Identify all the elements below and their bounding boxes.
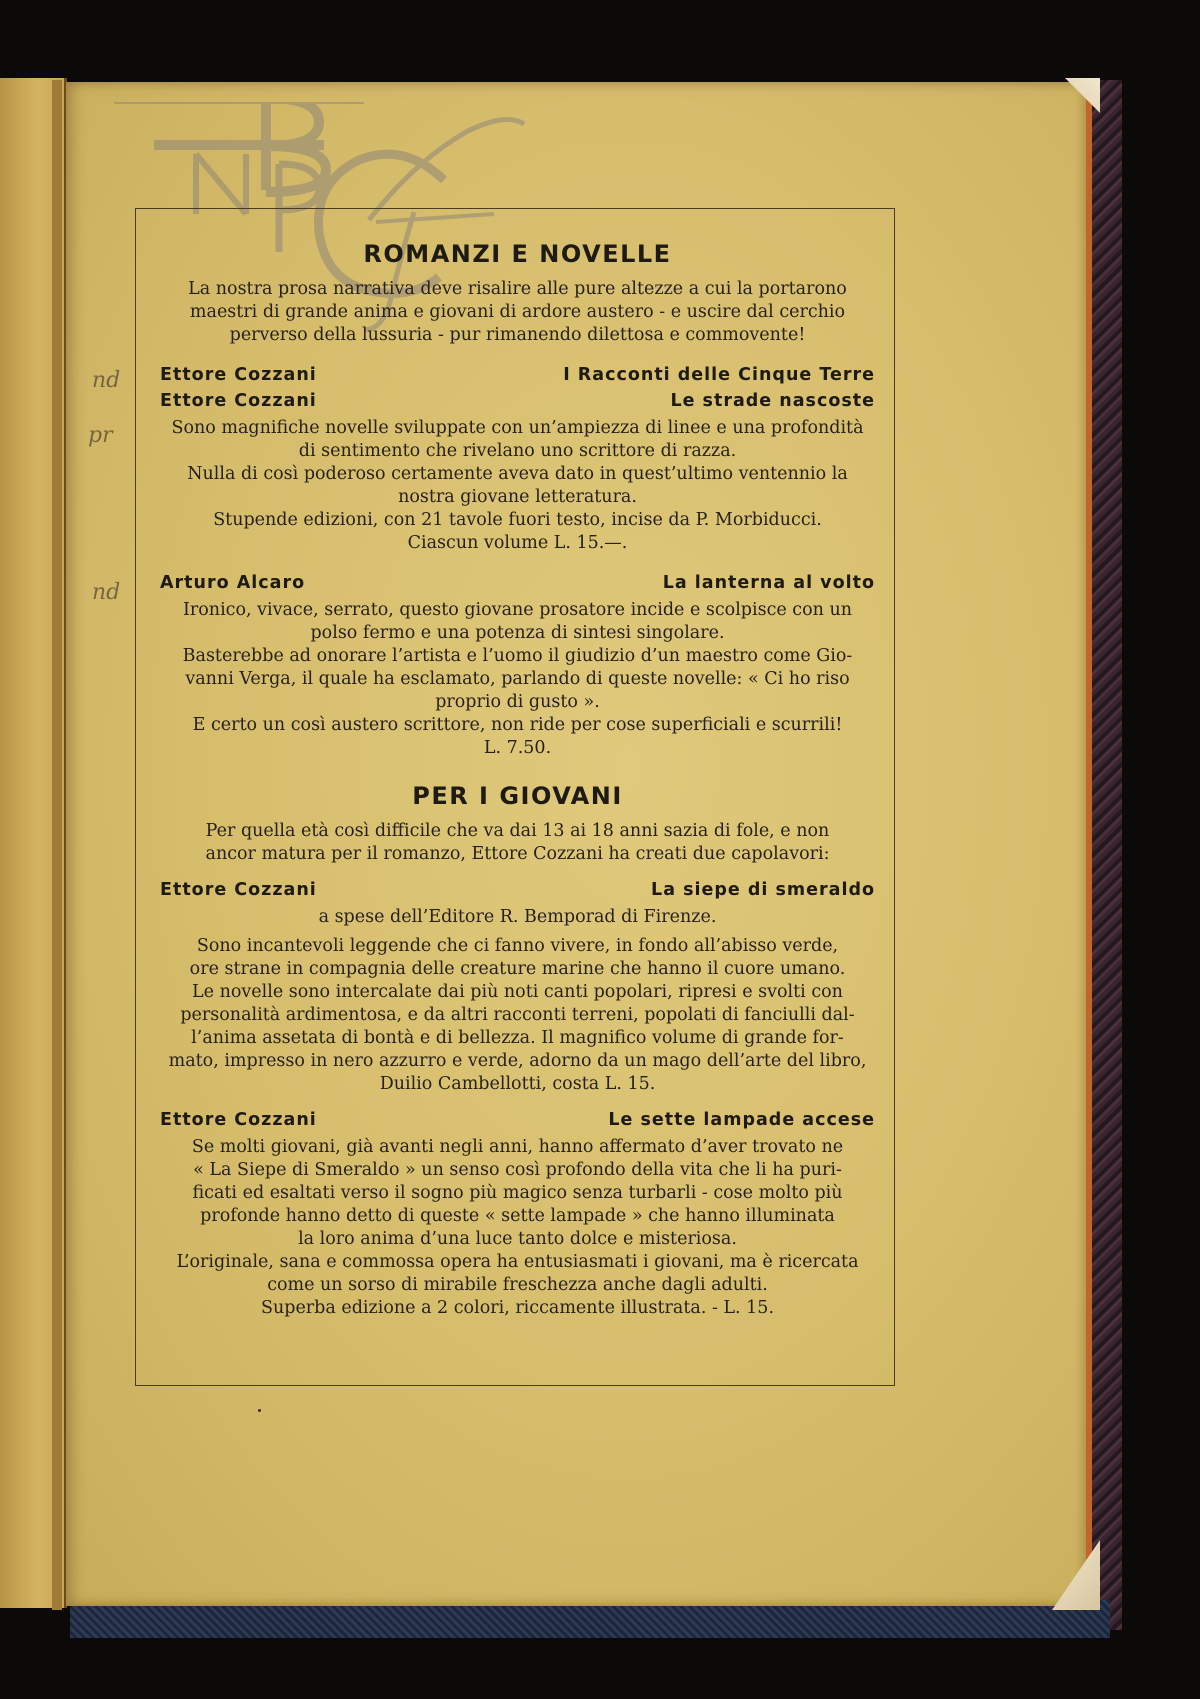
text-line: mato, impresso in nero azzurro e verde, adorno da un mago dell’arte del libro,: [168, 1051, 867, 1071]
text-line: ancor matura per il romanzo, Ettore Cozzani ha creati due capolavori:: [205, 844, 830, 864]
left-page-gutter: [52, 80, 62, 1610]
text-line: vanni Verga, il quale ha esclamato, parlando di queste novelle: « Ci ho riso: [185, 669, 850, 689]
text-line: Nulla di così poderoso certamente aveva dato in quest’ultimo ventennio la: [187, 464, 848, 484]
text-line: La nostra prosa narrativa deve risalire alle pure altezze a cui la portarono: [188, 279, 847, 299]
text-line: proprio di gusto ».: [435, 692, 600, 712]
text-line: Le novelle sono intercalate dai più noti canti popolari, ripresi e svolti con: [192, 982, 843, 1002]
text-line: a spese dell’Editore R. Bemporad di Firenze.: [318, 907, 717, 927]
siepe-description: [160, 906, 875, 1096]
text-line: Duilio Cambellotti, costa L. 15.: [379, 1074, 656, 1094]
entry-title: Le strade nascoste: [670, 391, 875, 411]
text-line: ficati ed esaltati verso il sogno più magico senza turbarli - cose molto più: [192, 1183, 843, 1203]
text-line: « La Siepe di Smeraldo » un senso così profondo della vita che li ha puri-: [193, 1160, 842, 1180]
book-entry: [160, 880, 875, 900]
text-line: ore strane in compagnia delle creature marine che hanno il cuore umano.: [189, 959, 846, 979]
entry-title: I Racconti delle Cinque Terre: [563, 365, 875, 385]
text-line: L’originale, sana e commossa opera ha entusiasmati i giovani, ma è ricercata: [176, 1252, 859, 1272]
text-line: nostra giovane letteratura.: [398, 487, 637, 507]
book-entry: [160, 573, 875, 593]
margin-note: nd: [92, 368, 121, 393]
sette-description: [160, 1136, 875, 1320]
entry-title: Le sette lampade accese: [608, 1110, 875, 1130]
book-entry: [160, 391, 875, 411]
entry-author: Ettore Cozzani: [160, 880, 317, 900]
entry-author: Ettore Cozzani: [160, 391, 317, 411]
cozzani-description: [160, 417, 875, 555]
book-entry: [160, 365, 875, 385]
entry-author: Ettore Cozzani: [160, 1110, 317, 1130]
text-line: Basterebbe ad onorare l’artista e l’uomo il giudizio d’un maestro come Gio-: [182, 646, 853, 666]
text-line: Ciascun volume L. 15.—.: [407, 533, 628, 553]
text-line: Ironico, vivace, serrato, questo giovane prosatore incide e scolpisce con un: [182, 600, 853, 620]
section-title-romanzi: ROMANZI E NOVELLE: [363, 240, 672, 268]
text-line: Sono incantevoli leggende che ci fanno vivere, in fondo all’abisso verde,: [196, 936, 839, 956]
text-line: Sono magnifiche novelle sviluppate con un’ampiezza di linee e una profondità: [171, 418, 864, 438]
margin-note: nd: [92, 580, 121, 605]
text-line: Se molti giovani, già avanti negli anni, hanno affermato d’aver trovato ne: [191, 1137, 844, 1157]
section-title-giovani: PER I GIOVANI: [412, 782, 623, 810]
text-line: come un sorso di mirabile freschezza anche dagli adulti.: [267, 1275, 768, 1295]
text-line: di sentimento che rivelano uno scrittore di razza.: [298, 441, 737, 461]
text-line: Superba edizione a 2 colori, riccamente illustrata. - L. 15.: [260, 1298, 775, 1318]
text-line: E certo un così austero scrittore, non ride per cose superficiali e scurrili!: [192, 715, 843, 735]
entry-title: La lanterna al volto: [662, 573, 875, 593]
entry-author: Ettore Cozzani: [160, 365, 317, 385]
page-speck: [258, 1409, 261, 1412]
text-line: polso fermo e una potenza di sintesi singolare.: [310, 623, 725, 643]
text-line: Stupende edizioni, con 21 tavole fuori testo, incise da P. Morbiducci.: [213, 510, 822, 530]
book-entry: [160, 1110, 875, 1130]
romanzi-intro: [160, 278, 875, 347]
text-line: l’anima assetata di bontà e di bellezza. Il magnifico volume di grande for-: [191, 1028, 844, 1048]
page-content: [160, 240, 875, 1320]
text-line: Per quella età così difficile che va dai 13 ai 18 anni sazia di fole, e non: [205, 821, 830, 841]
alcaro-description: [160, 599, 875, 760]
text-line: profonde hanno detto di queste « sette lampade » che hanno illuminata: [200, 1206, 835, 1226]
text-line: la loro anima d’una luce tanto dolce e misteriosa.: [298, 1229, 737, 1249]
text-line: L. 7.50.: [483, 738, 552, 758]
text-line: maestri di grande anima e giovani di ardore austero - e uscire dal cerchio: [189, 302, 846, 322]
text-line: perverso della lussuria - pur rimanendo dilettosa e commovente!: [229, 325, 806, 345]
giovani-intro: [160, 820, 875, 866]
entry-author: Arturo Alcaro: [160, 573, 306, 593]
entry-title: La siepe di smeraldo: [651, 880, 875, 900]
margin-note: pr: [88, 423, 113, 448]
text-line: personalità ardimentosa, e da altri racconti terreni, popolati di fanciulli dal-: [180, 1005, 855, 1025]
